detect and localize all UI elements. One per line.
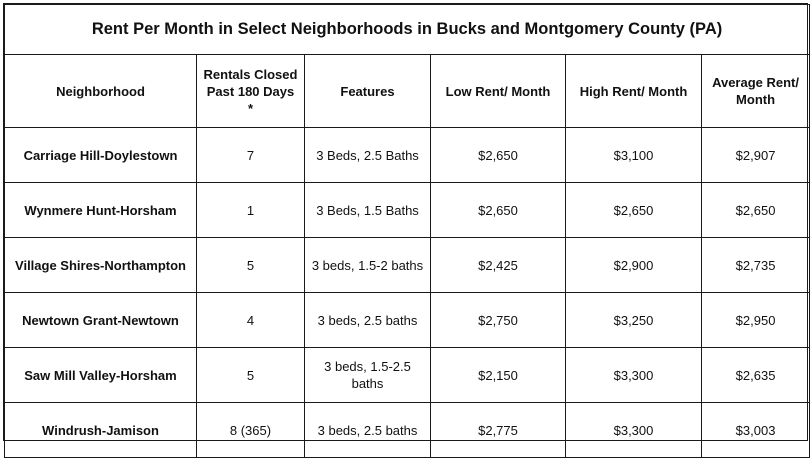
neighborhood-cell: Wynmere Hunt-Horsham: [5, 183, 197, 238]
table-row: [5, 348, 810, 403]
high-rent-cell: $3,300: [566, 348, 702, 403]
rent-table: [4, 4, 810, 458]
rentals-cell: 8 (365): [197, 403, 305, 458]
table-row: [5, 293, 810, 348]
average-rent-cell: $2,635: [702, 348, 810, 403]
average-rent-cell: $2,950: [702, 293, 810, 348]
features-cell: 3 beds, 2.5 baths: [305, 403, 431, 458]
neighborhood-cell: Saw Mill Valley-Horsham: [5, 348, 197, 403]
rentals-cell: 4: [197, 293, 305, 348]
average-rent-cell: $2,650: [702, 183, 810, 238]
high-rent-cell: $3,250: [566, 293, 702, 348]
average-rent-cell: $3,003: [702, 403, 810, 458]
header-features: Features: [305, 55, 431, 128]
features-cell: 3 beds, 1.5-2 baths: [305, 238, 431, 293]
table-row: [5, 183, 810, 238]
high-rent-cell: $2,900: [566, 238, 702, 293]
low-rent-cell: $2,150: [431, 348, 566, 403]
high-rent-cell: $3,100: [566, 128, 702, 183]
low-rent-cell: $2,425: [431, 238, 566, 293]
neighborhood-cell: Newtown Grant-Newtown: [5, 293, 197, 348]
header-high-rent: High Rent/ Month: [566, 55, 702, 128]
neighborhood-cell: Windrush-Jamison: [5, 403, 197, 458]
table-row: [5, 238, 810, 293]
features-cell: 3 Beds, 2.5 Baths: [305, 128, 431, 183]
low-rent-cell: $2,750: [431, 293, 566, 348]
features-cell: 3 beds, 2.5 baths: [305, 293, 431, 348]
neighborhood-cell: Village Shires-Northampton: [5, 238, 197, 293]
average-rent-cell: $2,907: [702, 128, 810, 183]
header-low-rent: Low Rent/ Month: [431, 55, 566, 128]
header-average-rent: Average Rent/ Month: [702, 55, 810, 128]
high-rent-cell: $2,650: [566, 183, 702, 238]
high-rent-cell: $3,300: [566, 403, 702, 458]
table-row: [5, 128, 810, 183]
rentals-cell: 5: [197, 348, 305, 403]
low-rent-cell: $2,650: [431, 128, 566, 183]
low-rent-cell: $2,650: [431, 183, 566, 238]
title-row: [5, 5, 810, 55]
average-rent-cell: $2,735: [702, 238, 810, 293]
rent-table-container: [3, 3, 808, 441]
neighborhood-cell: Carriage Hill-Doylestown: [5, 128, 197, 183]
header-row: [5, 55, 810, 128]
features-cell: 3 beds, 1.5-2.5 baths: [305, 348, 431, 403]
header-rentals-closed: Rentals Closed Past 180 Days *: [197, 55, 305, 128]
features-cell: 3 Beds, 1.5 Baths: [305, 183, 431, 238]
table-title: Rent Per Month in Select Neighborhoods in Bucks and Montgomery County (PA): [5, 5, 810, 55]
low-rent-cell: $2,775: [431, 403, 566, 458]
table-row: [5, 403, 810, 458]
rentals-cell: 1: [197, 183, 305, 238]
rentals-cell: 5: [197, 238, 305, 293]
header-neighborhood: Neighborhood: [5, 55, 197, 128]
rentals-cell: 7: [197, 128, 305, 183]
